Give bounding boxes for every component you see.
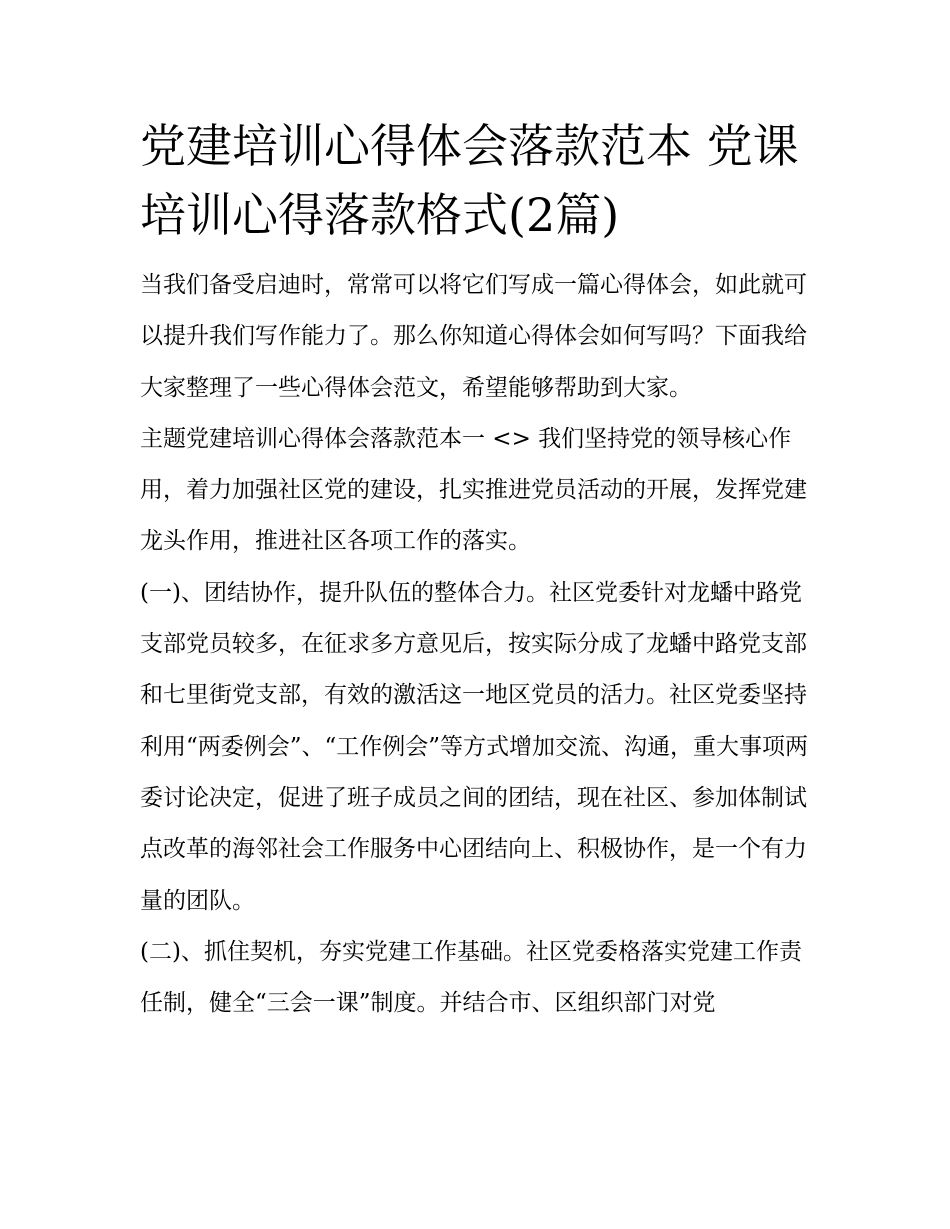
document-title: 党建培训心得体会落款范本 党课培训心得落款格式(2篇) — [140, 119, 799, 242]
document-page — [140, 112, 820, 1029]
section-one-paragraph: (一)、团结协作，提升队伍的整体合力。社区党委针对龙蟠中路党支部党员较多，在征求多方意见后，按实际分成了龙蟠中路党支部和七里街党支部，有效的激活这一地区党员的活力。社区党委坚持利用“两委例会”、“工作例会”等方式增加交流、沟通，重大事项两委讨论决定，促进了班子成员之间的团结，现在社区、参加体制试点改革的海邻社会工作服务中心团结向上、积极协作，是一个有力量的团队。 — [140, 579, 809, 914]
sample-one-paragraph: 主题党建培训心得体会落款范本一 <> 我们坚持党的领导核心作用，着力加强社区党的建设，扎实推进党员活动的开展，发挥党建龙头作用，推进社区各项工作的落实。 — [140, 425, 807, 555]
section-two-paragraph: (二)、抓住契机，夯实党建工作基础。社区党委格落实党建工作责任制，健全“三会一课”制度。并结合市、区组织部门对党 — [140, 938, 802, 1017]
intro-paragraph: 当我们备受启迪时，常常可以将它们写成一篇心得体会，如此就可以提升我们写作能力了。那么你知道心得体会如何写吗？下面我给大家整理了一些心得体会范文，希望能够帮助到大家。 — [140, 272, 807, 401]
